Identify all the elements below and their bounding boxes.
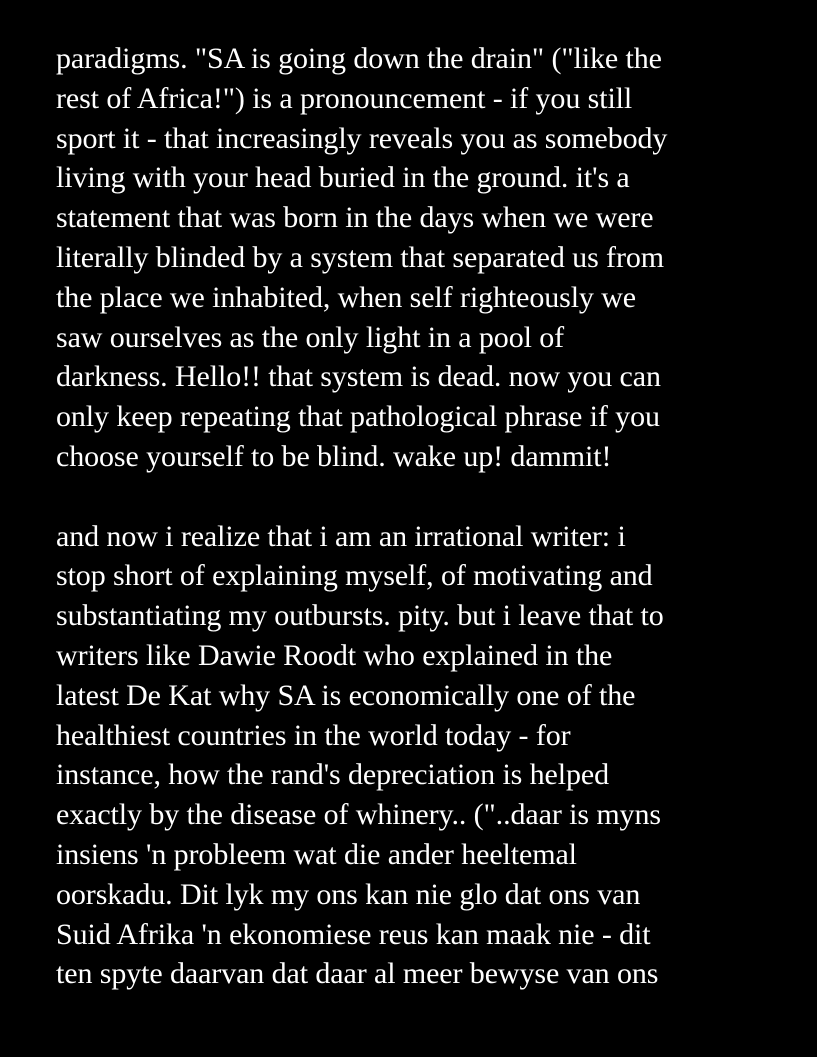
text-line: writers like Dawie Roodt who explained in the: [56, 638, 613, 672]
text-line: insiens 'n probleem wat die ander heeltemal: [56, 837, 577, 871]
text-line: choose yourself to be blind. wake up! dammit!: [56, 439, 612, 473]
text-line: only keep repeating that pathological phrase if you: [56, 400, 660, 434]
text-line: Suid Afrika 'n ekonomiese reus kan maak nie - dit: [56, 917, 651, 951]
text-line: saw ourselves as the only light in a pool of: [56, 320, 565, 354]
text-line: literally blinded by a system that separated us from: [56, 240, 664, 274]
text-line: healthiest countries in the world today - for: [56, 718, 571, 752]
text-line: sport it - that increasingly reveals you as somebody: [56, 121, 668, 155]
text-line: statement that was born in the days when we were: [56, 201, 654, 235]
document-text: [56, 39, 786, 994]
text-line: stop short of explaining myself, of motivating and: [56, 559, 653, 593]
text-line: instance, how the rand's depreciation is helped: [56, 758, 610, 792]
text-line: exactly by the disease of whinery.. ("..daar is myns: [56, 798, 661, 832]
text-line: living with your head buried in the ground. it's a: [56, 161, 630, 195]
text-line: latest De Kat why SA is economically one of the: [56, 678, 636, 712]
text-line: paradigms. "SA is going down the drain" ("like the: [56, 42, 662, 75]
text-line: and now i realize that i am an irrational writer: i: [56, 519, 626, 553]
text-line: rest of Africa!") is a pronouncement - if you still: [56, 81, 633, 115]
text-line: darkness. Hello!! that system is dead. now you can: [56, 360, 661, 394]
paragraph-break: [56, 477, 786, 517]
text-line: oorskadu. Dit lyk my ons kan nie glo dat ons van: [56, 877, 641, 911]
text-line: substantiating my outbursts. pity. but i leave that to: [56, 599, 664, 633]
paragraph-1: [56, 39, 786, 477]
text-line: ten spyte daarvan dat daar al meer bewyse van ons: [56, 957, 659, 991]
paragraph-2: [56, 517, 786, 995]
text-line: the place we inhabited, when self righteously we: [56, 280, 637, 314]
